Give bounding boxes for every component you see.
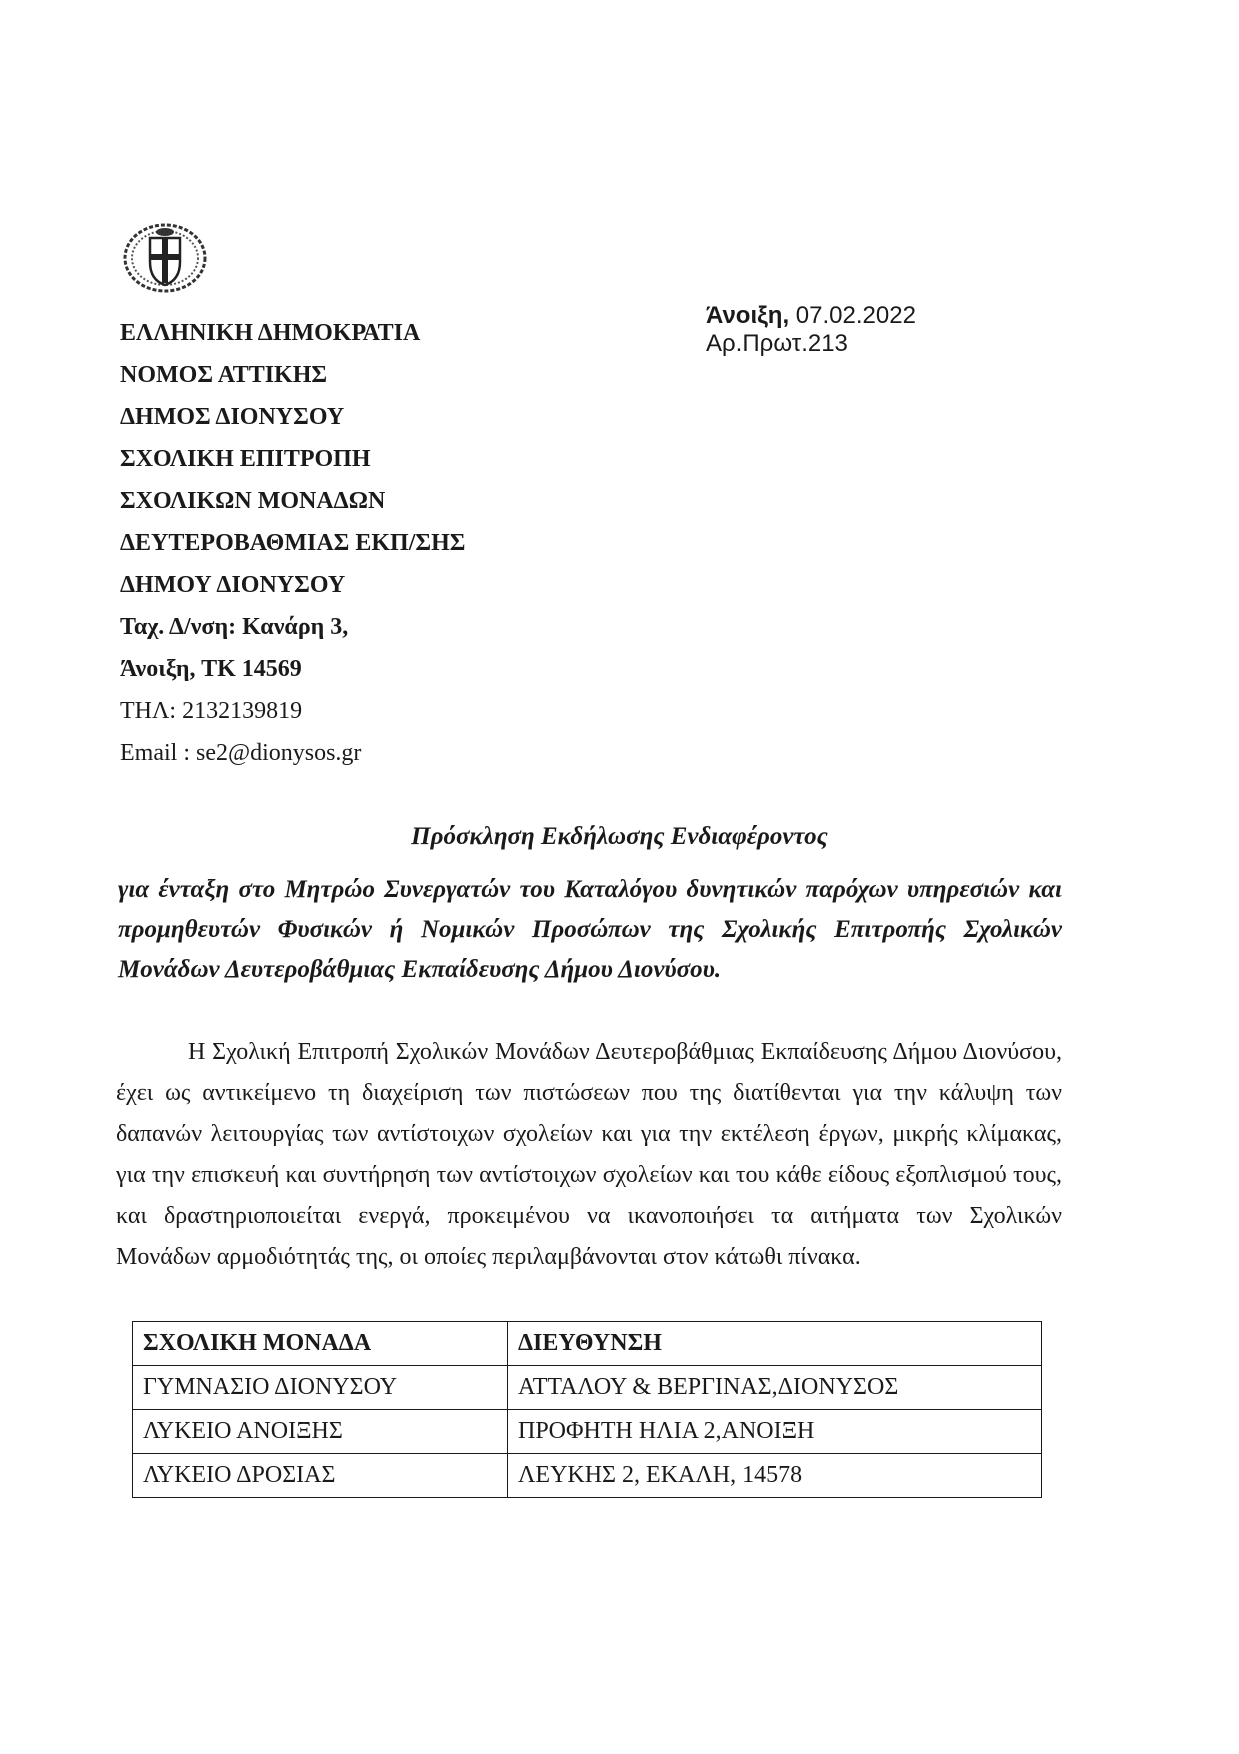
school-address: ΛΕΥΚΗΣ 2, ΕΚΑΛΗ, 14578 bbox=[508, 1454, 1042, 1498]
prefecture-name: ΝΟΜΟΣ ΑΤΤΙΚΗΣ bbox=[120, 362, 328, 388]
column-header-address: ΔΙΕΥΘΥΝΣΗ bbox=[508, 1322, 1042, 1366]
committee-name-line-3: ΔΕΥΤΕΡΟΒΑΘΜΙΑΣ ΕΚΠ/ΣΗΣ bbox=[120, 530, 466, 556]
school-name: ΛΥΚΕΙΟ ΔΡΟΣΙΑΣ bbox=[133, 1454, 508, 1498]
country-name: ΕΛΛΗΝΙΚΗ ΔΗΜΟΚΡΑΤΙΑ bbox=[120, 320, 421, 346]
schools-table bbox=[132, 1321, 1042, 1498]
committee-name: ΣΧΟΛΙΚΗ ΕΠΙΤΡΟΠΗ bbox=[120, 446, 371, 472]
postal-city: Άνοιξη, ΤΚ 14569 bbox=[120, 656, 302, 682]
phone-number: ΤΗΛ: 2132139819 bbox=[120, 698, 303, 724]
school-name: ΛΥΚΕΙΟ ΑΝΟΙΞΗΣ bbox=[133, 1410, 508, 1454]
coat-of-arms-icon bbox=[122, 222, 208, 294]
document-date: 07.02.2022 bbox=[789, 302, 916, 329]
date-block bbox=[706, 302, 916, 358]
committee-name-line-2: ΣΧΟΛΙΚΩΝ ΜΟΝΑΔΩΝ bbox=[120, 488, 386, 514]
postal-address: Ταχ. Δ/νση: Κανάρη 3, bbox=[120, 614, 349, 640]
body-paragraph: Η Σχολική Επιτροπή Σχολικών Μονάδων Δευτεροβάθμιας Εκπαίδευσης Δήμου Διονύσου, έχει ως αντικείμενο τη διαχείριση των πιστώσεων που της διατίθενται για την κάλυψη των δαπανών λειτουργίας των αντίστοιχων σχολείων και για την εκτέλεση έργων, μικρής κλίμακας, για την επισκευή και συντήρηση των αντίστοιχων σχολείων και του κάθε είδους εξοπλισμού τους, και δραστηριοποιείται ενεργά, προκειμένου να ικανοποιήσει τα αιτήματα των Σχολικών Μονάδων αρμοδιότητάς της, οι οποίες περιλαμβάνονται στον κάτωθι πίνακα. bbox=[116, 1039, 1062, 1270]
school-name: ΓΥΜΝΑΣΙΟ ΔΙΟΝΥΣΟΥ bbox=[133, 1366, 508, 1410]
school-address: ΠΡΟΦΗΤΗ ΗΛΙΑ 2,ΑΝΟΙΞΗ bbox=[508, 1410, 1042, 1454]
email-address: Email : se2@dionysos.gr bbox=[120, 740, 362, 766]
issuer-block bbox=[120, 312, 680, 774]
table-row bbox=[133, 1410, 1042, 1454]
document-title: Πρόσκληση Εκδήλωσης Ενδιαφέροντος bbox=[411, 823, 828, 850]
protocol-number: Αρ.Πρωτ.213 bbox=[706, 330, 848, 357]
document-subject: για ένταξη στο Μητρώο Συνεργατών του Καταλόγου δυνητικών παρόχων υπηρεσιών και προμηθευτών Φυσικών ή Νομικών Προσώπων της Σχολικής Επιτροπής Σχολικών Μονάδων Δευτεροβάθμιας Εκπαίδευσης Δήμου Διονύσου. bbox=[118, 876, 1062, 983]
school-address: ΑΤΤΑΛΟΥ & ΒΕΡΓΙΝΑΣ,ΔΙΟΝΥΣΟΣ bbox=[508, 1366, 1042, 1410]
municipality-name: ΔΗΜΟΣ ΔΙΟΝΥΣΟΥ bbox=[120, 404, 345, 430]
date-place: Άνοιξη, bbox=[706, 302, 790, 329]
committee-name-line-4: ΔΗΜΟΥ ΔΙΟΝΥΣΟΥ bbox=[120, 572, 346, 598]
table-header-row bbox=[133, 1322, 1042, 1366]
date-line bbox=[706, 302, 916, 330]
table-row bbox=[133, 1366, 1042, 1410]
table-row bbox=[133, 1454, 1042, 1498]
column-header-school: ΣΧΟΛΙΚΗ ΜΟΝΑΔΑ bbox=[133, 1322, 508, 1366]
